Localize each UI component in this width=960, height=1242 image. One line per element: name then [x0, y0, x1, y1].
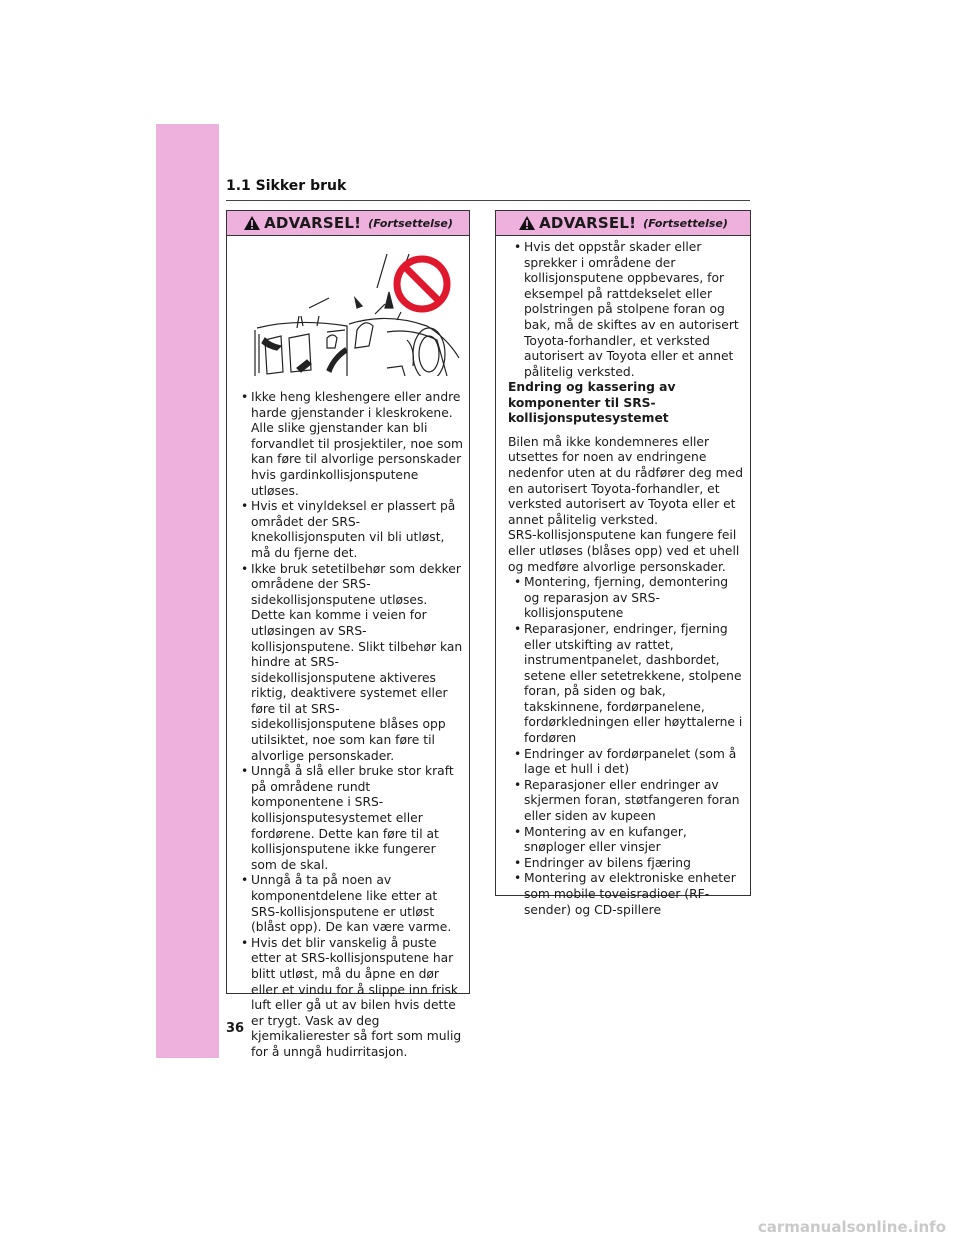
right-warning-text: [496, 236, 750, 380]
warning-triangle-icon: [518, 215, 536, 231]
modification-section: [508, 380, 744, 918]
list-item: • Endringer av bilens fjæring: [508, 856, 744, 872]
warning-header-right: [496, 211, 750, 236]
warning-title: ADVARSEL!: [264, 214, 362, 232]
right-box-bullet-list: [508, 240, 744, 380]
warning-header-left: [227, 211, 469, 236]
list-item: • Hvis det oppstår skader eller sprekker i områdene der kollisjonsputene oppbevares, for eksempel på rattdekselet eller polstringen på stolpene foran og bak, må de skiftes av en autorisert Toyota-forhandler, et verksted autorisert av Toyota eller et annet pålitelig verksted.: [508, 240, 744, 380]
modification-bullet-list: [508, 575, 744, 918]
list-item: • Endringer av fordørpanelet (som å lage et hull i det): [508, 747, 744, 778]
coat-hook-illustration: [237, 248, 462, 376]
warning-triangle-icon: [243, 215, 261, 231]
modification-paragraph-2: SRS-kollisjonsputene kan fungere feil eller utløses (blåses opp) ved et uhell og medføre alvorlige personskader.: [508, 528, 740, 574]
list-item: • Ikke heng kleshengere eller andre harde gjenstander i kleskrokene. Alle slike gjenstander kan bli forvandlet til prosjektiler, noe som kan føre til alvorlige personskader hvis gardinkollisjonsputene utløses.: [235, 390, 463, 499]
list-item: • Ikke bruk setetilbehør som dekker områdene der SRS-sidekollisjonsputene utløses. Dette kan komme i veien for utløsingen av SRS-kollisjonsputene. Slikt tilbehør kan hindre at SRS-sidekollisjonsputene aktiveres riktig, deaktivere systemet eller føre til at SRS-sidekollisjonsputene blåses opp utilsiktet, noe som kan føre til alvorlige personskader.: [235, 562, 463, 765]
list-item: • Unngå å slå eller bruke stor kraft på områdene rundt komponentene i SRS-kollisjonsputesystemet eller fordørene. Dette kan føre til at kollisjonsputene ikke fungerer som de skal.: [235, 764, 463, 873]
list-item: • Hvis det blir vanskelig å puste etter at SRS-kollisjonsputene har blitt utløst, må du åpne en dør eller et vindu for å slippe inn frisk luft eller gå ut av bilen hvis dette er trygt. Vask av deg kjemikalierester så fort som mulig for å unngå hudirritasjon.: [235, 936, 463, 1061]
list-item: • Montering av en kufanger, snøploger eller vinsjer: [508, 825, 744, 856]
prohibition-icon: [397, 259, 447, 309]
list-item: • Reparasjoner, endringer, fjerning eller utskifting av rattet, instrumentpanelet, dashbordet, setene eller setetrekkene, stolpene foran, på siden og bak, takskinnene, fordørpanelene, fordørkledningen eller høyttalerne i fordøren: [508, 622, 744, 747]
modification-heading: Endring og kassering av komponenter til SRS-kollisjonsputesystemet: [508, 380, 676, 426]
warning-continued: (Fortsettelse): [368, 216, 453, 230]
page-number: 36: [226, 1021, 245, 1036]
list-item: • Hvis et vinyldeksel er plassert på området der SRS-knekollisjonsputen vil bli utløst, må du fjerne det.: [235, 499, 463, 561]
list-item: • Montering av elektroniske enheter som mobile toveisradioer (RF-sender) og CD-spillere: [508, 871, 744, 918]
chapter-tab: [156, 124, 219, 1058]
watermark: carmanualsonline.info: [757, 1218, 946, 1236]
left-bullet-list: [235, 390, 463, 1061]
list-item: • Reparasjoner eller endringer av skjermen foran, støtfangeren foran eller siden av kupeen: [508, 778, 744, 825]
left-warning-text: [227, 376, 469, 1061]
warning-title: ADVARSEL!: [539, 214, 637, 232]
list-item: • Unngå å ta på noen av komponentdelene like etter at SRS-kollisjonsputene er utløst (blåst opp). De kan være varme.: [235, 873, 463, 935]
modification-paragraph-1: Bilen må ikke kondemneres eller utsettes for noen av endringene nedenfor uten at du rådfører deg med en autorisert Toyota-forhandler, et verksted autorisert av Toyota eller et annet pålitelig verksted.: [508, 434, 743, 527]
section-header: 1.1 Sikker bruk: [226, 178, 750, 201]
warning-continued: (Fortsettelse): [643, 216, 728, 230]
list-item: • Montering, fjerning, demontering og reparasjon av SRS-kollisjonsputene: [508, 575, 744, 622]
